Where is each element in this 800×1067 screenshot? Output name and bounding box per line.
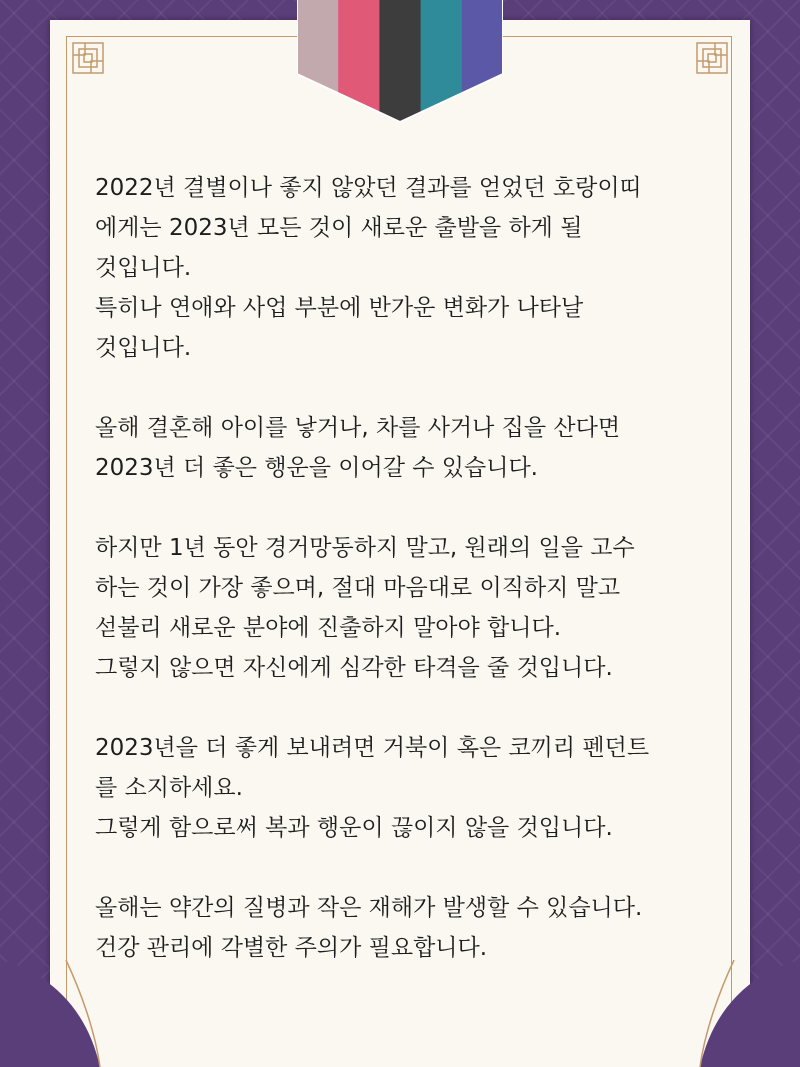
text-line: 하지만 1년 동안 경거망동하지 말고, 원래의 일을 고수 bbox=[95, 535, 635, 561]
color-ribbon-banner bbox=[297, 0, 503, 122]
text-line: 2023년을 더 좋게 보내려면 거북이 혹은 코끼리 펜던트 bbox=[95, 735, 650, 761]
text-line: 2022년 결별이나 좋지 않았던 결과를 얻었던 호랑이띠 bbox=[95, 175, 642, 201]
text-line: 그렇게 함으로써 복과 행운이 끊이지 않을 것입니다. bbox=[95, 815, 613, 841]
text-line: 그렇지 않으면 자신에게 심각한 타격을 줄 것입니다. bbox=[95, 655, 613, 681]
ribbon-stripe bbox=[297, 0, 339, 122]
text-line: 건강 관리에 각별한 주의가 필요합니다. bbox=[95, 935, 488, 961]
fortune-text-body bbox=[95, 168, 715, 1008]
text-line: 올해는 약간의 질병과 작은 재해가 발생할 수 있습니다. bbox=[95, 895, 643, 921]
text-line: 것입니다. bbox=[95, 255, 192, 281]
ribbon-stripe bbox=[379, 0, 421, 122]
text-line: 섣불리 새로운 분야에 진출하지 말아야 합니다. bbox=[95, 615, 562, 641]
text-line: 를 소지하세요. bbox=[95, 775, 243, 801]
text-line: 것입니다. bbox=[95, 335, 192, 361]
corner-ornament-icon bbox=[70, 40, 106, 76]
ribbon-stripe bbox=[462, 0, 503, 122]
text-line: 특히나 연애와 사업 부분에 반가운 변화가 나타날 bbox=[95, 295, 584, 321]
corner-ornament-icon bbox=[694, 40, 730, 76]
paragraph bbox=[95, 528, 715, 688]
paragraph bbox=[95, 408, 715, 488]
paragraph bbox=[95, 728, 715, 848]
paragraph bbox=[95, 168, 715, 368]
text-line: 하는 것이 가장 좋으며, 절대 마음대로 이직하지 말고 bbox=[95, 575, 621, 601]
paragraph bbox=[95, 888, 715, 968]
text-line: 2023년 더 좋은 행운을 이어갈 수 있습니다. bbox=[95, 455, 538, 481]
text-line: 올해 결혼해 아이를 낳거나, 차를 사거나 집을 산다면 bbox=[95, 415, 621, 441]
text-line: 에게는 2023년 모든 것이 새로운 출발을 하게 될 bbox=[95, 215, 583, 241]
